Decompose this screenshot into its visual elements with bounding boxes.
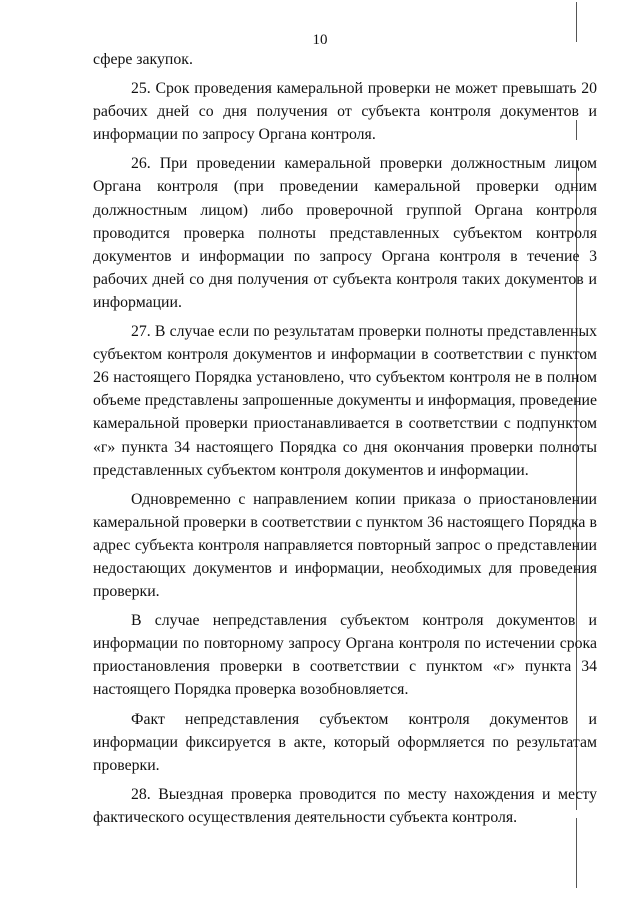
document-body	[93, 48, 597, 829]
paragraph: 28. Выездная проверка проводится по месту нахождения и месту фактического осуществления деятельности субъекта контроля.	[93, 785, 597, 826]
paragraph: 26. При проведении камеральной проверки должностным лицом Органа контроля (при проведении камеральной проверки одним должностным лицом) либо проверочной группой Органа контроля проводится проверка полноты представленных субъектом контроля документов и информации по запросу Органа контроля в течение 3 рабочих дней со дня получения от субъекта контроля таких документов и информации.	[93, 155, 597, 311]
paragraph: 25. Срок проведения камеральной проверки не может превышать 20 рабочих дней со дня получения от субъекта контроля документов и информации по запросу Органа контроля.	[93, 80, 597, 144]
paragraph: Одновременно с направлением копии приказа о приостановлении камеральной проверки в соответствии с пунктом 36 настоящего Порядка в адрес субъекта контроля направляется повторный запрос о представлении недостающих документов и информации, необходимых для проведения проверки.	[93, 490, 597, 601]
paragraph: Факт непредставления субъектом контроля документов и информации фиксируется в акте, который оформляется по результатам проверки.	[93, 710, 597, 774]
page-number: 10	[312, 32, 328, 48]
paragraph: сфере закупок.	[93, 51, 193, 68]
paragraph: В случае непредставления субъектом контроля документов и информации по повторному запросу Органа контроля по истечении срока приостановления проверки в соответствии с пунктом «г» пункта 34 настоящего Порядка проверка возобновляется.	[93, 612, 597, 699]
paragraph: 27. В случае если по результатам проверки полноты представленных субъектом контроля документов и информации в соответствии с пунктом 26 настоящего Порядка установлено, что субъектом контроля не в полном объеме представлены запрошенные документы и информация, проведение камеральной проверки приостанавливается в соответствии с подпунктом «г» пункта 34 настоящего Порядка со дня окончания проверки полноты представленных субъектом контроля документов и информации.	[93, 323, 597, 479]
